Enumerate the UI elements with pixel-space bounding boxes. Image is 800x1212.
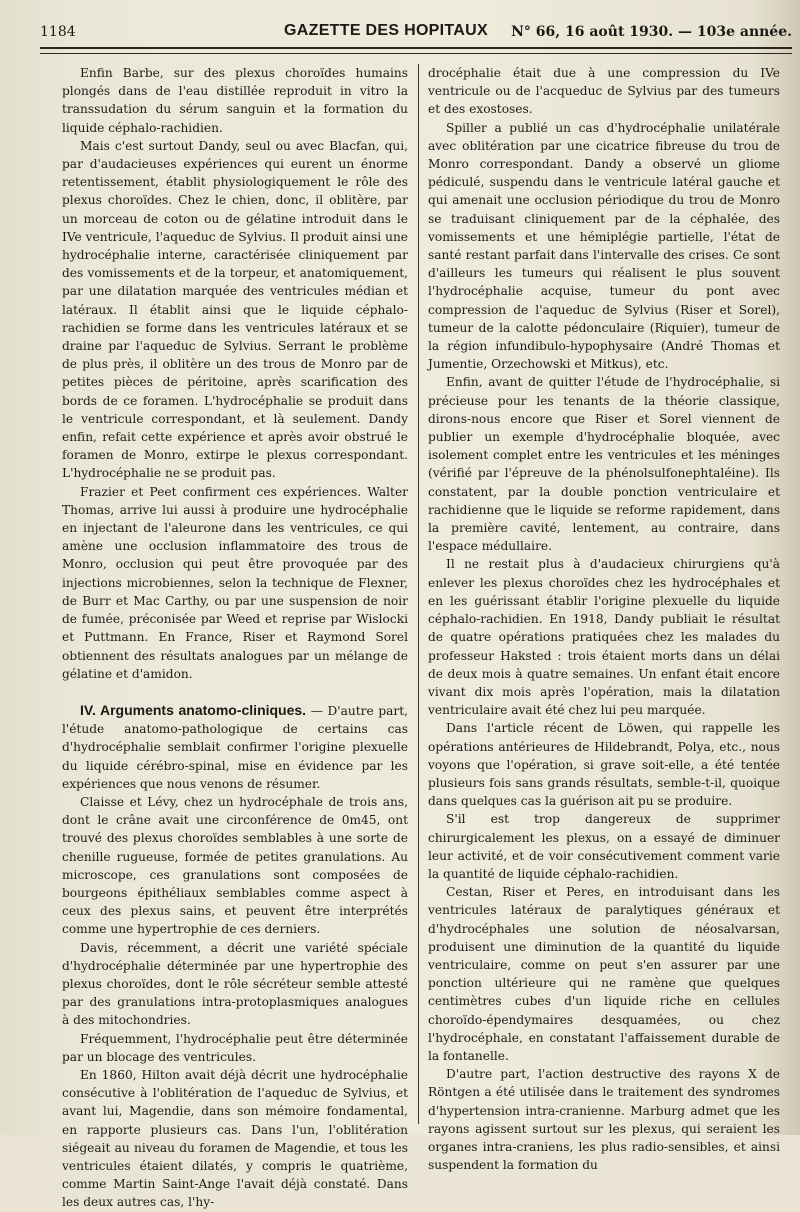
header-rule-thin [40, 53, 792, 54]
paragraph: Il ne restait plus à d'audacieux chirurgiens qu'à enlever les plexus choroïdes chez les hydrocéphales et en les guérissant établir l'origine plexuelle du liquide céphalo-rachidien. En 1918, Dandy publiait le résultat de quatre opérations pratiquées chez les malades du professeur Haksted : trois étaient morts dans un délai de deux mois à quatre semaines. Un enfant était encore vivant dix mois après l'opération, mais la dilatation ventriculaire avait été chez lui peu marquée. [428, 557, 780, 718]
paragraph: D'autre part, l'action destructive des rayons X de Röntgen a été utilisée dans le traitement des syndromes d'hypertension intra-cranienne. Marburg admet que les rayons agissent surtout sur les plexus, qui seraient les organes intra-craniens, les plus radio-sensibles, et ainsi suspendent la formation du [428, 1067, 780, 1173]
section-paragraph [62, 701, 408, 793]
header-rule-thick [40, 47, 792, 49]
paragraph: Enfin Barbe, sur des plexus choroïdes humains plongés dans de l'eau distillée reproduit in vitro la transsudation du sérum sanguin et la formation du liquide céphalo-rachidien. [62, 66, 408, 135]
paragraph: Dans l'article récent de Löwen, qui rappelle les opérations antérieures de Hildebrandt, Polya, etc., nous voyons que l'opération, si grave soit-elle, a été tentée plusieurs fois sans grands résultats, semble-t-il, quoique dans quelques cas la guérison ait pu se produire. [428, 721, 780, 809]
paragraph: Spiller a publié un cas d'hydrocéphalie unilatérale avec oblitération par une cicatrice fibreuse du trou de Monro correspondant. Dandy a observé un gliome pédiculé, suspendu dans le ventricule latéral gauche et qui amenait une occlusion périodique du trou de Monro se traduisant cliniquement par de la céphalée, des vomissements et une hémiplégie partielle, l'état de santé restant parfait dans l'intervalle des crises. Ce sont d'ailleurs les tumeurs qui réalisent le plus souvent l'hydrocéphalie acquise, tumeur du pont avec compression de l'aqueduc de Sylvius (Riser et Sorel), tumeur de la calotte pédonculaire (Riquier), tumeur de la région infundibulo-hypophysaire (André Thomas et Jumentie, Orzechowski et Mitkus), etc. [428, 120, 780, 372]
paragraph: Fréquemment, l'hydrocéphalie peut être déterminée par un blocage des ventricules. [62, 1031, 408, 1064]
paragraph: Enfin, avant de quitter l'étude de l'hydrocéphalie, si précieuse pour les tenants de la théorie classique, dirons-nous encore que Riser et Sorel viennent de publier un exemple d'hydrocéphalie bloquée, avec isolement complet entre les ventricules et les méninges (vérifié par l'épreuve de la phénolsulfonephtaléine). Ils constatent, par la double ponction ventriculaire et rachidienne que le liquide se reforme rapidement, dans la première cavité, lentement, au contraire, dans l'espace médullaire. [428, 375, 780, 554]
section-heading: IV. Arguments anatomo-cliniques. [80, 701, 307, 718]
left-column [62, 64, 408, 1210]
paragraph: Cestan, Riser et Peres, en introduisant dans les ventricules latéraux de paralytiques généraux et d'hydrocéphales une solution de néosalvarsan, produisent une diminution de la quantité du liquide ventriculaire, comme on peut s'en assurer par une ponction ultérieure qui ne ramène que quelques centimètres cubes d'un liquide riche en cellules choroïdo-épendymaires desquamées, ou chez l'hydrocéphale, en constatant l'affaissement durable de la fontanelle. [428, 885, 780, 1063]
paragraph: Mais c'est surtout Dandy, seul ou avec Blacfan, qui, par d'audacieuses expériences qui eurent un énorme retentissement, établit physiologiquement le rôle des plexus choroïdes. Chez le chien, donc, il oblitère, par un morceau de coton ou de gélatine introduit dans le IVe ventricule, l'aqueduc de Sylvius. Il produit ainsi une hydrocéphalie interne, caractérisée cliniquement par des vomissements et de la torpeur, et anatomiquement, par une dilatation marquée des ventricules médian et latéraux. Il établit ainsi que le liquide céphalo-rachidien se forme dans les ventricules latéraux et se draine par l'aqueduc de Sylvius. Serrant le problème de plus près, il oblitère un des trous de Monro par de petites pièces de péritoine, après scarification des bords de ce foramen. L'hydrocéphalie se produit dans le ventricule correspondant, et là seulement. Dandy enfin, refait cette expérience et après avoir obstrué le foramen de Monro, extirpe le plexus correspondant. L'hydrocéphalie ne se produit pas. [62, 138, 408, 481]
section-text: — D'autre part, l'étude anatomo-pathologique de certains cas d'hydrocéphalie semblait confirmer l'origine plexuelle du liquide cérébro-spinal, mise en évidence par les expériences que nous venons de résumer. [62, 703, 408, 791]
issue-info: N° 66, 16 août 1930. — 103e année. [511, 24, 792, 40]
paragraph: En 1860, Hilton avait déjà décrit une hydrocéphalie consécutive à l'oblitération de l'aqueduc de Sylvius, et avant lui, Magendie, dans son mémoire fondamental, en rapporte plusieurs cas. Dans l'un, l'oblitération siégeait au niveau du foramen de Magendie, et tous les ventricules étaient dilatés, y compris le quatrième, comme Martin Saint-Ange l'avait déjà constaté. Dans les deux autres cas, l'hy- [62, 1067, 408, 1210]
paragraph: Frazier et Peet confirment ces expériences. Walter Thomas, arrive lui aussi à produire une hydrocéphalie en injectant de l'aleurone dans les ventricules, ce qui amène une occlusion inflammatoire des trous de Monro, occlusion qui peut être provoquée par des injections microbiennes, selon la technique de Flexner, de Burr et Mac Carthy, ou par une suspension de noir de fumée, préconisée par Weed et reprise par Wislocki et Puttmann. En France, Riser et Raymond Sorel obtiennent des résultats analogues par un mélange de gélatine et d'amidon. [62, 484, 408, 681]
paragraph: S'il est trop dangereux de supprimer chirurgicalement les plexus, on a essayé de diminuer leur activité, et de voir consécutivement comment varie la quantité de liquide céphalo-rachidien. [428, 812, 780, 881]
paragraph: Davis, récemment, a décrit une variété spéciale d'hydrocéphalie déterminée par une hypertrophie des plexus choroïdes, dont le rôle sécréteur semble attesté par des granulations intra-protoplasmiques analogues à des mitochondries. [62, 940, 408, 1028]
paragraph: Claisse et Lévy, chez un hydrocéphale de trois ans, dont le crâne avait une circonférence de 0m45, ont trouvé des plexus choroïdes semblables à une sorte de chenille rugueuse, formée de petites granulations. Au microscope, ces granulations sont composées de bourgeons épithéliaux semblables comme aspect à ceux des plexus sains, et peuvent être interprétés comme une hypertrophie de ces derniers. [62, 794, 408, 937]
column-divider [418, 64, 419, 1124]
right-column [428, 64, 780, 1173]
journal-title: GAZETTE DES HOPITAUX [284, 22, 488, 39]
page-header [40, 22, 792, 42]
paragraph-continued: drocéphalie était due à une compression du IVe ventricule ou de l'acqueduc de Sylvius par des tumeurs et des exostoses. [428, 66, 780, 117]
page-number: 1184 [40, 24, 76, 40]
